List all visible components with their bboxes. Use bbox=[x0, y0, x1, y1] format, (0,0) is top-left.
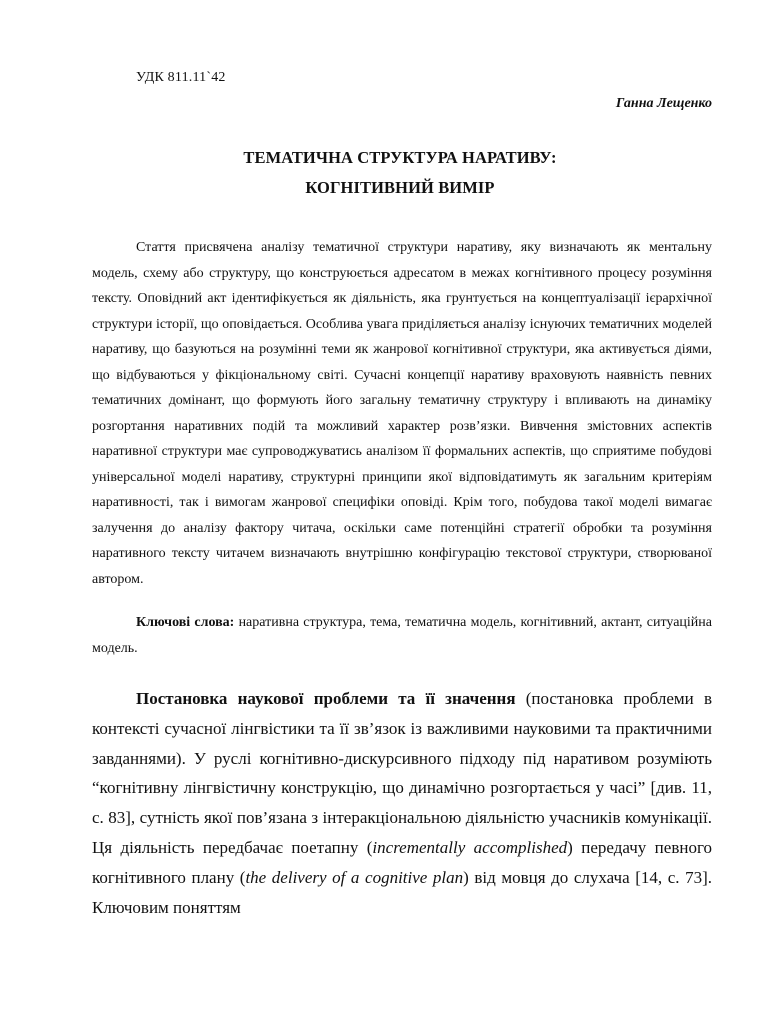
keywords-list: наративна структура, тема, тематична модель, когнітивний, актант, ситуаційна модель. bbox=[92, 615, 712, 656]
author-name: Ганна Лещенко bbox=[615, 96, 712, 111]
body-text-part-2: ) передачу певного когнітивного плану ( bbox=[92, 837, 712, 887]
body-paragraph bbox=[92, 684, 712, 922]
keywords-paragraph bbox=[92, 610, 712, 661]
body-italic-term-2: the delivery of a cognitive plan bbox=[245, 867, 464, 887]
body-text-part-3: ) від мовця до слухача [14, с. 73]. Ключовим поняттям bbox=[92, 867, 713, 917]
body-italic-term-1: incrementally accomplished bbox=[372, 837, 568, 857]
section-heading: Постановка наукової проблеми та її значення bbox=[136, 689, 516, 708]
body-text-part-1: (постановка проблеми в контексті сучасної лінгвістики та її зв’язок із важливими науковими та практичними завданнями). У руслі когнітивно-дискурсивного підходу під наративом розуміють “когнітивну лінгвістичну конструкцію, що динамічно розгортається у часі” [див. 11, с. 83], сутність якої пов’язана з інтеракціональною діяльністю учасників комунікації. Ця діяльність передбачає поетапну ( bbox=[92, 689, 712, 857]
udk-code: УДК 811.11`42 bbox=[136, 70, 226, 85]
article-title-line-1: ТЕМАТИЧНА СТРУКТУРА НАРАТИВУ: bbox=[243, 148, 557, 167]
article-title-line-2: КОГНІТИВНИЙ ВИМІР bbox=[305, 178, 495, 197]
keywords-label: Ключові слова: bbox=[136, 615, 235, 630]
abstract-paragraph: Стаття присвячена аналізу тематичної структури наративу, яку визначають як ментальну модель, схему або структуру, що конструюється адресатом в межах когнітивного процесу розуміння тексту. Оповідний акт ідентифікується як діяльність, яка грунтується на концептуалізації ієрархічної структури історії, що оповідається. Особлива увага приділяється аналізу існуючих тематичних моделей наративу, що базуються на розумінні теми як жанрової когнітивної структури, яка активується діями, що відбуваються у фікціональному світі. Сучасні концепції наративу враховують наявність певних тематичних домінант, що формують його загальну тематичну структуру і впливають на динаміку розгортання наративних подій та можливий характер розв’язки. Вивчення змістовних аспектів наративної структури має супроводжуватись аналізом її формальних аспектів, що сприятиме побудові універсальної моделі наративу, структурні принципи якої відповідатимуть як загальним критеріям наративності, так і вимогам жанрової специфіки оповіді. Крім того, побудова такої моделі вимагає залучення до аналізу фактору читача, оскільки саме потенційні стратегії обробки та розуміння наративного тексту читачем визначають внутрішню конфігурацію текстової структури, створюваної автором. bbox=[92, 240, 712, 587]
